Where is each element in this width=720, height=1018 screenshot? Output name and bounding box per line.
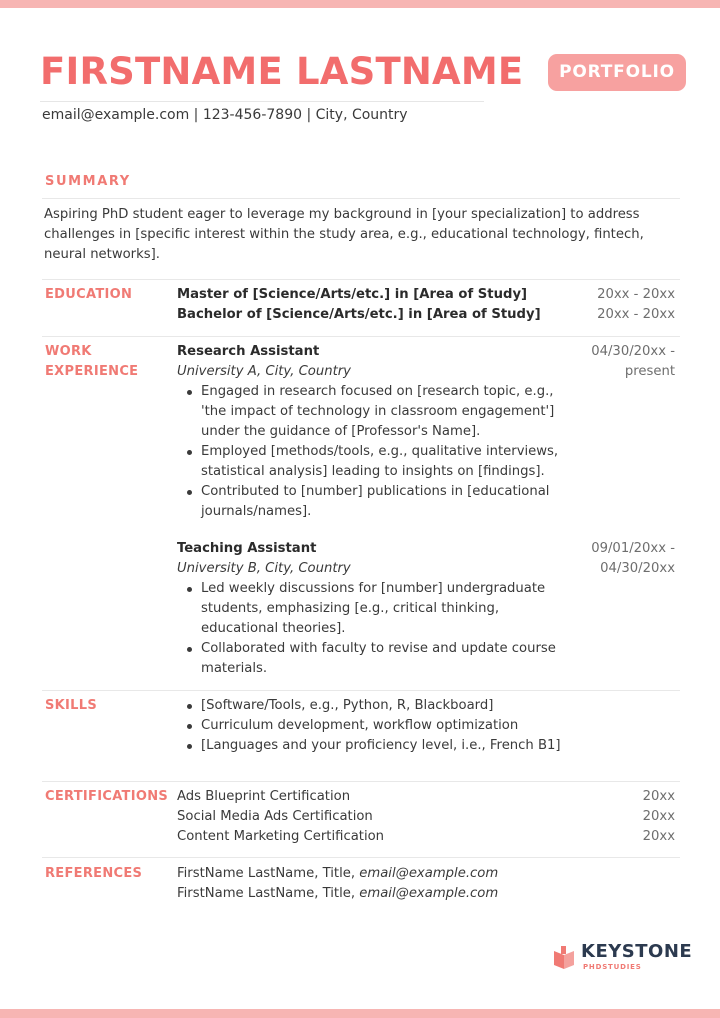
skill-item: [Software/Tools, e.g., Python, R, Blackboard]	[177, 696, 577, 716]
bullet-line: Led weekly discussions for [number] undergraduate	[201, 581, 546, 596]
header-divider	[40, 101, 484, 102]
book-icon	[553, 946, 575, 970]
education-degree-master: Master of [Science/Arts/etc.] in [Area of Study]	[177, 287, 528, 302]
references-heading: REFERENCES	[45, 866, 143, 881]
top-accent-bar	[0, 0, 720, 8]
education-dates	[555, 285, 675, 325]
job-bullets	[177, 579, 577, 679]
bullet-line: under the guidance of [Professor's Name].	[201, 424, 481, 439]
job-title: Research Assistant	[177, 344, 320, 359]
certification-date: 20xx	[642, 829, 675, 844]
reference-item	[177, 864, 577, 884]
experience-heading-line1: WORK	[45, 344, 92, 359]
job-date-end: 04/30/20xx	[600, 561, 675, 576]
logo-subtitle: PHDSTUDIES	[583, 963, 642, 971]
job-date-end: present	[624, 364, 675, 379]
job-teaching-assistant	[177, 539, 577, 679]
skills-list	[177, 696, 577, 756]
bullet-line: Employed [methods/tools, e.g., qualitative interviews,	[201, 444, 559, 459]
experience-heading	[45, 342, 138, 382]
education-date-master: 20xx - 20xx	[597, 287, 675, 302]
candidate-name: FIRSTNAME LASTNAME	[40, 50, 524, 93]
reference-email[interactable]: email@example.com	[359, 886, 499, 901]
reference-item	[177, 884, 577, 904]
certification-name: Content Marketing Certification	[177, 829, 385, 844]
certifications-heading: CERTIFICATIONS	[45, 789, 169, 804]
certification-name: Ads Blueprint Certification	[177, 789, 351, 804]
job-date-start: 04/30/20xx -	[591, 344, 675, 359]
job-title: Teaching Assistant	[177, 541, 317, 556]
references-divider	[42, 857, 680, 858]
bullet-line: Contributed to [number] publications in [educational	[201, 484, 550, 499]
certifications-divider	[42, 781, 680, 782]
logo-name: KEYSTONE	[581, 941, 693, 962]
reference-email[interactable]: email@example.com	[359, 866, 499, 881]
job-dates	[555, 342, 675, 382]
certification-date: 20xx	[642, 789, 675, 804]
experience-heading-line2: EXPERIENCE	[45, 364, 139, 379]
certification-date: 20xx	[642, 809, 675, 824]
skill-item: Curriculum development, workflow optimization	[177, 716, 577, 736]
education-degree-bachelor: Bachelor of [Science/Arts/etc.] in [Area of Study]	[177, 307, 541, 322]
certifications-list	[177, 787, 577, 847]
job-research-assistant	[177, 342, 577, 522]
experience-divider	[42, 336, 680, 337]
keystone-logo	[553, 940, 693, 976]
job-bullet	[177, 442, 577, 482]
certification-dates	[643, 787, 675, 847]
education-heading: EDUCATION	[45, 287, 133, 302]
bullet-line: materials.	[201, 661, 268, 676]
education-list	[177, 285, 577, 325]
job-date-start: 09/01/20xx -	[591, 541, 675, 556]
education-divider	[42, 279, 680, 280]
skills-heading: SKILLS	[45, 698, 98, 713]
job-bullet	[177, 579, 577, 639]
summary-divider	[42, 198, 680, 199]
education-date-bachelor: 20xx - 20xx	[597, 307, 675, 322]
portfolio-button[interactable]: PORTFOLIO	[548, 54, 686, 91]
bullet-line: Collaborated with faculty to revise and update course	[201, 641, 556, 656]
reference-name: FirstName LastName, Title,	[177, 866, 360, 881]
job-bullet	[177, 639, 577, 679]
bullet-line: Engaged in research focused on [research topic, e.g.,	[201, 384, 554, 399]
job-organization: University B, City, Country	[177, 561, 351, 576]
bullet-line: educational theories].	[201, 621, 346, 636]
bullet-line: 'the impact of technology in classroom engagement']	[201, 404, 555, 419]
bullet-line: journals/names].	[201, 504, 312, 519]
job-bullet	[177, 382, 577, 442]
bottom-accent-bar	[0, 1009, 720, 1018]
bullet-line: students, emphasizing [e.g., critical thinking,	[201, 601, 500, 616]
certification-name: Social Media Ads Certification	[177, 809, 373, 824]
job-bullets	[177, 382, 577, 522]
bullet-line: statistical analysis] leading to insights on [findings].	[201, 464, 545, 479]
skills-divider	[42, 690, 680, 691]
job-bullet	[177, 482, 577, 522]
job-dates	[555, 539, 675, 579]
contact-info: email@example.com | 123-456-7890 | City, Country	[42, 107, 408, 123]
job-organization: University A, City, Country	[177, 364, 351, 379]
summary-heading: SUMMARY	[45, 174, 131, 189]
skill-item: [Languages and your proficiency level, i.e., French B1]	[177, 736, 577, 756]
summary-text: Aspiring PhD student eager to leverage my background in [your specialization] to address challenges in [specific interest within the study area, e.g., educational technology, fintech, neural networks].	[44, 207, 644, 262]
reference-name: FirstName LastName, Title,	[177, 886, 360, 901]
references-list	[177, 864, 577, 904]
